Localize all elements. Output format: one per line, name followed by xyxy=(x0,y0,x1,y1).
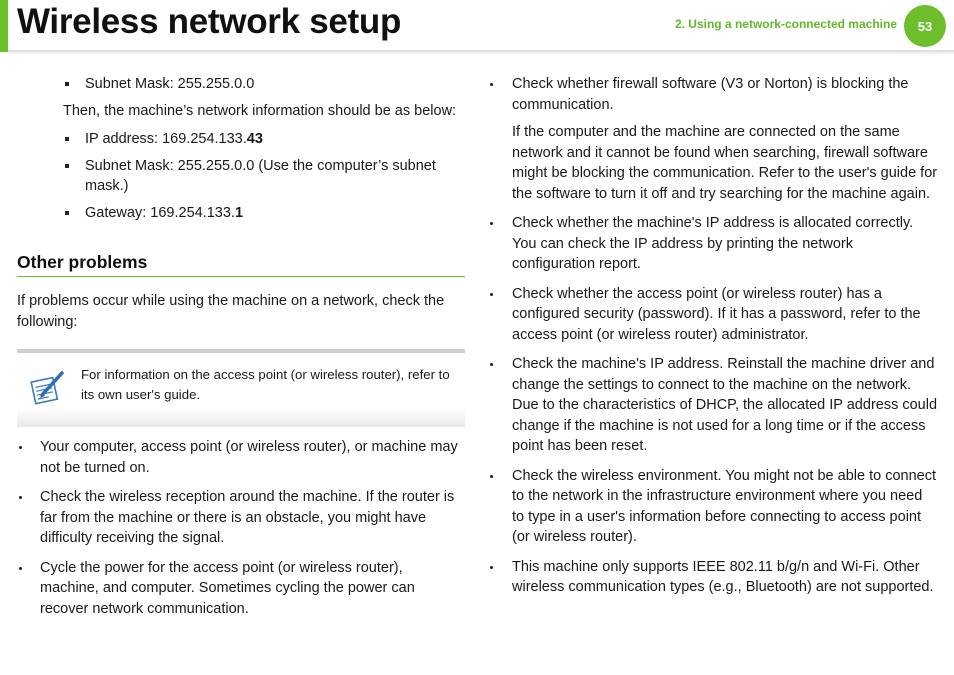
gateway-suffix: 1 xyxy=(234,205,244,221)
note-pencil-icon xyxy=(27,367,67,407)
list-item xyxy=(486,74,938,204)
list-item: Check the wireless reception around the machine. If the router is far from the machine or there is an obstacle, you might have difficulty receiving the signal. xyxy=(17,487,465,549)
firewall-detail: If the computer and the machine are connected on the same network and it cannot be found when searching, firewall software might be blocking the communication. Refer to the user's guide for the software to turn it off and try searching for the machine again. xyxy=(512,124,938,202)
intro-text: If problems occur while using the machine on a network, check the following: xyxy=(17,293,445,330)
list-item xyxy=(17,129,465,150)
list-item: Your computer, access point (or wireless router), or machine may not be turned on. xyxy=(17,437,465,478)
list-item: Subnet Mask: 255.255.0.0 xyxy=(17,74,465,95)
note-box xyxy=(17,349,465,427)
list-item xyxy=(17,156,465,197)
header-divider xyxy=(8,50,954,55)
header-accent-bar xyxy=(0,0,8,52)
list-item: Cycle the power for the access point (or wireless router), machine, and computer. Sometimes cycling the power can recover network communication. xyxy=(17,558,465,620)
left-column xyxy=(17,74,465,628)
problem-list xyxy=(17,437,465,619)
note-text: For information on the access point (or wireless router), refer to its own user's guide. xyxy=(81,367,450,402)
check-list xyxy=(486,74,938,598)
list-item: Check whether the access point (or wireless router) has a configured security (password). If it has a password, refer to the access point (or wireless router) administrator. xyxy=(486,284,938,346)
page-number-badge: 53 xyxy=(904,5,946,47)
gateway-prefix: Gateway: 169.254.133. xyxy=(85,205,235,221)
network-info-list xyxy=(17,129,465,224)
subnet-text: Subnet Mask: 255.255.0.0 (Use the computer’s subnet mask.) xyxy=(85,157,436,194)
right-column xyxy=(486,74,938,607)
ip-suffix: 43 xyxy=(246,130,263,147)
firewall-text: Check whether firewall software (V3 or Norton) is blocking the communication. xyxy=(512,76,909,113)
list-item: Check the machine's IP address. Reinstall the machine driver and change the settings to connect to the machine on the network. Due to the characteristics of DHCP, the allocated IP address could change if the machine is not used for a long time or if the access point has been reset. xyxy=(486,354,938,457)
subnet-list xyxy=(17,74,465,95)
list-item: Check whether the machine's IP address is allocated correctly. You can check the IP address by printing the network configuration report. xyxy=(486,213,938,275)
list-item: Check the wireless environment. You might not be able to connect to the network in the infrastructure environment where you need to type in a user's information before connecting to access point (or wireless router). xyxy=(486,466,938,548)
section-heading: Other problems xyxy=(17,252,465,278)
page-title: Wireless network setup xyxy=(17,2,402,41)
ip-prefix: IP address: 169.254.133. xyxy=(85,130,247,147)
list-item: This machine only supports IEEE 802.11 b/g/n and Wi-Fi. Other wireless communication types (e.g., Bluetooth) are not supported. xyxy=(486,557,938,598)
list-item xyxy=(17,203,465,224)
chapter-label: 2. Using a network-connected machine xyxy=(674,17,897,31)
then-text: Then, the machine’s network information should be as below: xyxy=(63,103,457,119)
